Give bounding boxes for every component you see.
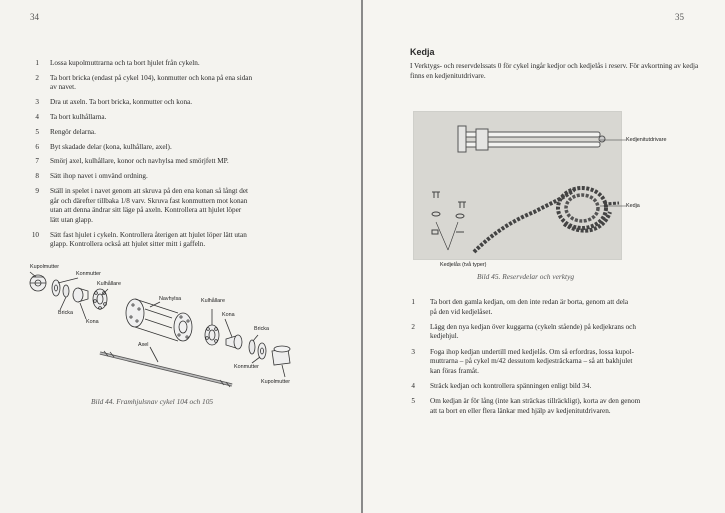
step-number: 10: [31, 230, 39, 239]
label-chain-rivet-driver: Kedjenitutdrivare: [626, 137, 667, 143]
step-text-line: Om kedjan är för lång (inte kan sträckas tillräckligt), korta av den genom: [430, 397, 641, 406]
step-number: 9: [35, 187, 39, 195]
washer-left-drawing: [63, 285, 69, 297]
step-text-line: att ta bort en eller flera länkar med hjälp av kedjenitutdrivaren.: [430, 406, 611, 415]
step-number: 3: [411, 347, 415, 356]
label-washer-right: Bricka: [254, 326, 269, 332]
step-number: 1: [35, 59, 39, 67]
step-number: 8: [35, 172, 39, 181]
figure-44-caption: Bild 44. Framhjulsnav cykel 104 och 105: [91, 397, 214, 406]
step-text-line: Lägg den nya kedjan över kuggarna (cykeln stående) på kedjekrans och: [430, 322, 636, 331]
step-text-line: Ställ in spelet i navet genom att skruva på den ena konan så långt det: [50, 187, 249, 195]
step-text-line: Dra ut axeln. Ta bort bricka, konmutter och kona.: [50, 98, 193, 107]
left-page: [0, 0, 361, 513]
step-text-line: kedjehjul.: [430, 332, 459, 341]
dome-nut-left-drawing: [30, 275, 46, 291]
label-cone-left: Kona: [86, 319, 99, 325]
step-text-line: Ta bort kulhållarna.: [50, 113, 107, 121]
step-number: 6: [35, 142, 39, 151]
label-chain-lock: Kedjelås (två typer): [440, 262, 487, 268]
dome-nut-right-drawing: [272, 346, 290, 365]
page-number: 34: [30, 12, 39, 22]
label-cone-right: Kona: [222, 312, 235, 318]
washer-right-drawing: [249, 340, 255, 354]
step-text-line: lätt utan glapp.: [50, 215, 93, 224]
step-text-line: av navet.: [50, 83, 76, 92]
step-text-line: glapp. Kontrollera också att hjulet sitter mitt i gaffeln.: [50, 240, 206, 249]
photo-drawing: [414, 112, 621, 259]
label-washer-left: Bricka: [58, 310, 73, 316]
step-text-line: utan att denna ändrar sitt läge på axeln. Kontrollera att hjulet löper: [50, 206, 242, 215]
step-text-line: Sträck kedjan och kontrollera spänningen enligt bild 34.: [430, 382, 592, 390]
figure-45-caption: Bild 45. Reservdelar och verktyg: [477, 272, 575, 281]
step-text-line: på den vid kedjelåset.: [430, 307, 493, 316]
step-text-line: Sätt ihop navet i omvänd ordning.: [50, 172, 148, 181]
step-number: 1: [411, 298, 415, 306]
section-heading: Kedja: [410, 47, 435, 57]
label-ball-retainer-right: Kulhållare: [201, 298, 225, 304]
step-text-line: muttrarna – på cykel m/42 dessutom kedjesträckarna – så att bakhjulet: [430, 357, 633, 366]
label-ball-retainer-left: Kulhållare: [97, 281, 121, 287]
label-cone-nut-left: Konmutter: [76, 271, 101, 277]
step-number: 7: [35, 157, 39, 166]
step-number: 2: [35, 73, 39, 82]
cone-left-drawing: [73, 288, 88, 302]
cone-nut-right-drawing: [258, 343, 266, 359]
label-axle: Axel: [138, 342, 149, 348]
cone-right-drawing: [226, 335, 242, 349]
hub-shell-drawing: [126, 299, 192, 341]
spare-parts-photo: [413, 111, 622, 260]
intro-paragraph: I Verktygs- och reservdelssats 0 för cykel ingår kedjor och kedjelås i reserv. För avkortning av kedja finns en kedjenitutdrivare.: [410, 62, 699, 80]
axle-drawing: [100, 351, 232, 387]
label-dome-nut-right: Kupolmutter: [261, 379, 291, 385]
label-hub-shell: Navhylsa: [159, 296, 182, 302]
photo-leader-lines: [600, 132, 630, 212]
step-number: 5: [35, 127, 39, 136]
page-number: 35: [675, 12, 684, 22]
step-text-line: går och därefter tillbaka 1/8 varv. Skruva fast konmuttern mot konan: [50, 196, 248, 205]
step-text-line: Foga ihop kedjan undertill med kedjelås. Om så erfordras, lossa kupol-: [430, 347, 634, 356]
step-text-line: Byt skadade delar (kona, kulhållare, axel).: [50, 142, 172, 151]
front-hub-exploded-diagram: [0, 255, 361, 415]
step-text-line: Smörj axel, kulhållare, konor och navhylsa med smörjfett MP.: [50, 157, 229, 166]
step-number: 4: [35, 113, 39, 121]
step-text-line: Ta bort den gamla kedjan, om den inte redan är borta, genom att dela: [430, 298, 629, 306]
step-number: 4: [411, 382, 415, 390]
step-number: 5: [411, 397, 415, 406]
step-text-line: Ta bort bricka (endast på cykel 104), konmutter och kona på ena sidan: [50, 73, 253, 82]
step-text-line: Rengör delarna.: [50, 127, 96, 136]
step-number: 3: [35, 98, 39, 107]
step-text-line: kan föras framåt.: [430, 366, 479, 375]
step-number: 2: [411, 322, 415, 331]
label-chain: Kedja: [626, 203, 640, 209]
step-text-line: Sätt fast hjulet i cykeln. Kontrollera återigen att hjulet löper lätt utan: [50, 230, 247, 239]
ball-retainer-right-drawing: [205, 325, 219, 345]
label-cone-nut-right: Konmutter: [234, 364, 259, 370]
label-dome-nut-left: Kupolmutter: [30, 264, 60, 270]
step-text-line: Lossa kupolmuttrarna och ta bort hjulet från cykeln.: [50, 59, 200, 67]
